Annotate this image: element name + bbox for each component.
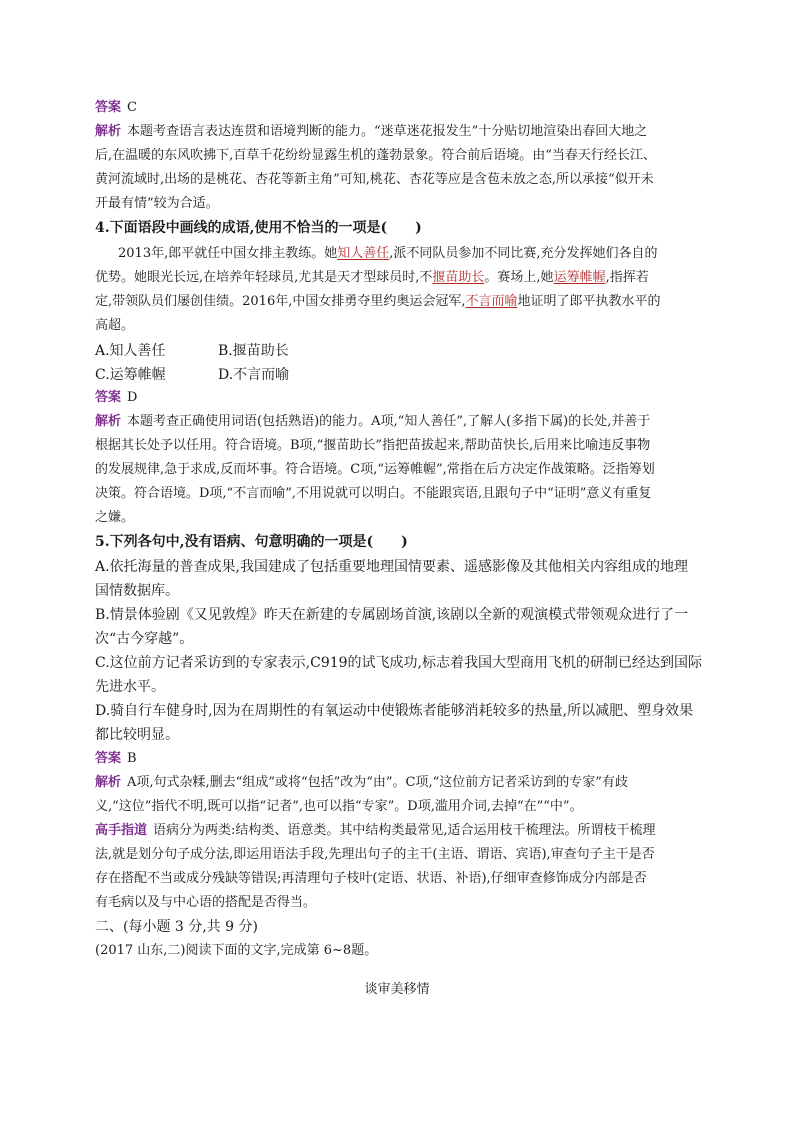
option-line: C.这位前方记者采访到的专家表示,C919的试飞成功,标志着我国大型商用飞机的研制已经达到国际 bbox=[95, 655, 702, 671]
tip-line: 存在搭配不当或成分残缺等错误;再清理句子枝叶(定语、状语、补语),仔细审查修饰成分内部是否 bbox=[95, 871, 647, 886]
analysis-line: 根据其长处予以任用。符合语境。B项,“揠苗助长”指把苗拔起来,帮助苗快长,后用来比喻违反事物 bbox=[95, 438, 651, 453]
answer-line-q3 bbox=[95, 98, 137, 118]
underlined-idiom: 知人善任 bbox=[337, 246, 390, 261]
analysis-line: 后,在温暖的东风吹拂下,百草千花纷纷显露生机的蓬勃景象。符合前后语境。由“当春天行经长江、 bbox=[95, 148, 656, 163]
answer-label: 答案 bbox=[95, 751, 122, 766]
option-c: C.运筹帷幄 bbox=[95, 367, 166, 383]
tip-line: 有毛病以及与中心语的搭配是否得当。 bbox=[95, 895, 317, 910]
underlined-idiom: 不言而喻 bbox=[465, 294, 518, 309]
analysis-label: 解析 bbox=[95, 775, 122, 790]
tip-line: 高手指道 语病分为两类:结构类、语意类。其中结构类最常见,适合运用枝干梳理法。所谓枝干梳理 bbox=[95, 823, 656, 838]
analysis-label: 解析 bbox=[95, 414, 122, 429]
analysis-line: 解析 A项,句式杂糅,删去“组成”或将“包括”改为“由”。C项,“这位前方记者采访到的专家”有歧 bbox=[95, 775, 628, 790]
analysis-line: 义,“这位”指代不明,既可以指“记者”,也可以指“专家”。D项,滥用介词,去掉“在”“中”。 bbox=[95, 799, 583, 814]
option-line: 先进水平。 bbox=[95, 679, 165, 695]
answer-value: C bbox=[127, 100, 137, 115]
passage-line: 优势。她眼光长远,在培养年轻球员,尤其是天才型球员时,不揠苗助长。赛场上,她运筹帷幄,指挥若 bbox=[95, 270, 649, 285]
option-b: B.揠苗助长 bbox=[218, 343, 289, 359]
answer-line-q4 bbox=[95, 388, 137, 408]
answer-value: B bbox=[127, 751, 137, 766]
analysis-line: 解析 本题考查正确使用词语(包括熟语)的能力。A项,“知人善任”,了解人(多指下属)的长处,并善于 bbox=[95, 414, 651, 429]
option-line: 次“古今穿越”。 bbox=[95, 631, 194, 647]
passage-line: 定,带领队员们屡创佳绩。2016年,中国女排勇夺里约奥运会冠军,不言而喻地证明了郎平执教水平的 bbox=[95, 294, 661, 309]
option-a: A.知人善任 bbox=[95, 343, 166, 359]
section-heading: 二、(每小题 3 分,共 9 分) bbox=[95, 919, 258, 935]
option-line: A.依托海量的普查成果,我国建成了包括重要地理国情要素、遥感影像及其他相关内容组成的地理 bbox=[95, 559, 689, 575]
tip-line: 法,就是划分句子成分法,即运用语法手段,先理出句子的主干(主语、谓语、宾语),审查句子主干是否 bbox=[95, 847, 655, 862]
analysis-line: 解析 本题考查语言表达连贯和语境判断的能力。“迷草迷花报发生”十分贴切地渲染出春回大地之 bbox=[95, 124, 648, 139]
question-4: 4.下面语段中画线的成语,使用不恰当的一项是( ) bbox=[95, 220, 422, 236]
option-line: D.骑自行车健身时,因为在周期性的有氧运动中使锻炼者能够消耗较多的热量,所以减肥、塑身效果 bbox=[95, 703, 694, 719]
option-d: D.不言而喻 bbox=[218, 367, 290, 383]
analysis-line: 开最有情”较为合适。 bbox=[95, 196, 219, 211]
answer-line-q5 bbox=[95, 749, 137, 769]
underlined-idiom: 揠苗助长 bbox=[432, 270, 485, 285]
passage-line: 2013年,郎平就任中国女排主教练。她知人善任,派不同队员参加不同比赛,充分发挥她们各自的 bbox=[118, 246, 658, 261]
question-5: 5.下列各句中,没有语病、句意明确的一项是( ) bbox=[95, 534, 408, 550]
analysis-line: 的发展规律,急于求成,反而坏事。符合语境。C项,“运筹帷幄”,常指在后方决定作战策略。泛指筹划 bbox=[95, 462, 655, 477]
option-line: B.情景体验剧《又见敦煌》昨天在新建的专属剧场首演,该剧以全新的观演模式带领观众进行了一 bbox=[95, 607, 689, 623]
answer-label: 答案 bbox=[95, 390, 122, 405]
analysis-line: 之嫌。 bbox=[95, 510, 135, 525]
section-intro: (2017 山东,二)阅读下面的文字,完成第 6~8题。 bbox=[95, 943, 378, 958]
answer-value: D bbox=[127, 390, 138, 405]
underlined-idiom: 运筹帷幄 bbox=[553, 270, 606, 285]
option-line: 国情数据库。 bbox=[95, 583, 179, 599]
article-title: 谈审美移情 bbox=[364, 982, 430, 997]
option-line: 都比较明显。 bbox=[95, 727, 179, 743]
analysis-label: 解析 bbox=[95, 124, 122, 139]
answer-label: 答案 bbox=[95, 100, 122, 115]
analysis-line: 黄河流域时,出场的是桃花、杏花等新主角”可知,桃花、杏花等应是含苞未放之态,所以承接“似开未 bbox=[95, 172, 654, 187]
analysis-line: 决策。符合语境。D项,“不言而喻”,不用说就可以明白。不能跟宾语,且跟句子中“证明”意义有重复 bbox=[95, 486, 652, 501]
passage-line: 高超。 bbox=[95, 318, 135, 333]
tip-label: 高手指道 bbox=[95, 823, 148, 838]
